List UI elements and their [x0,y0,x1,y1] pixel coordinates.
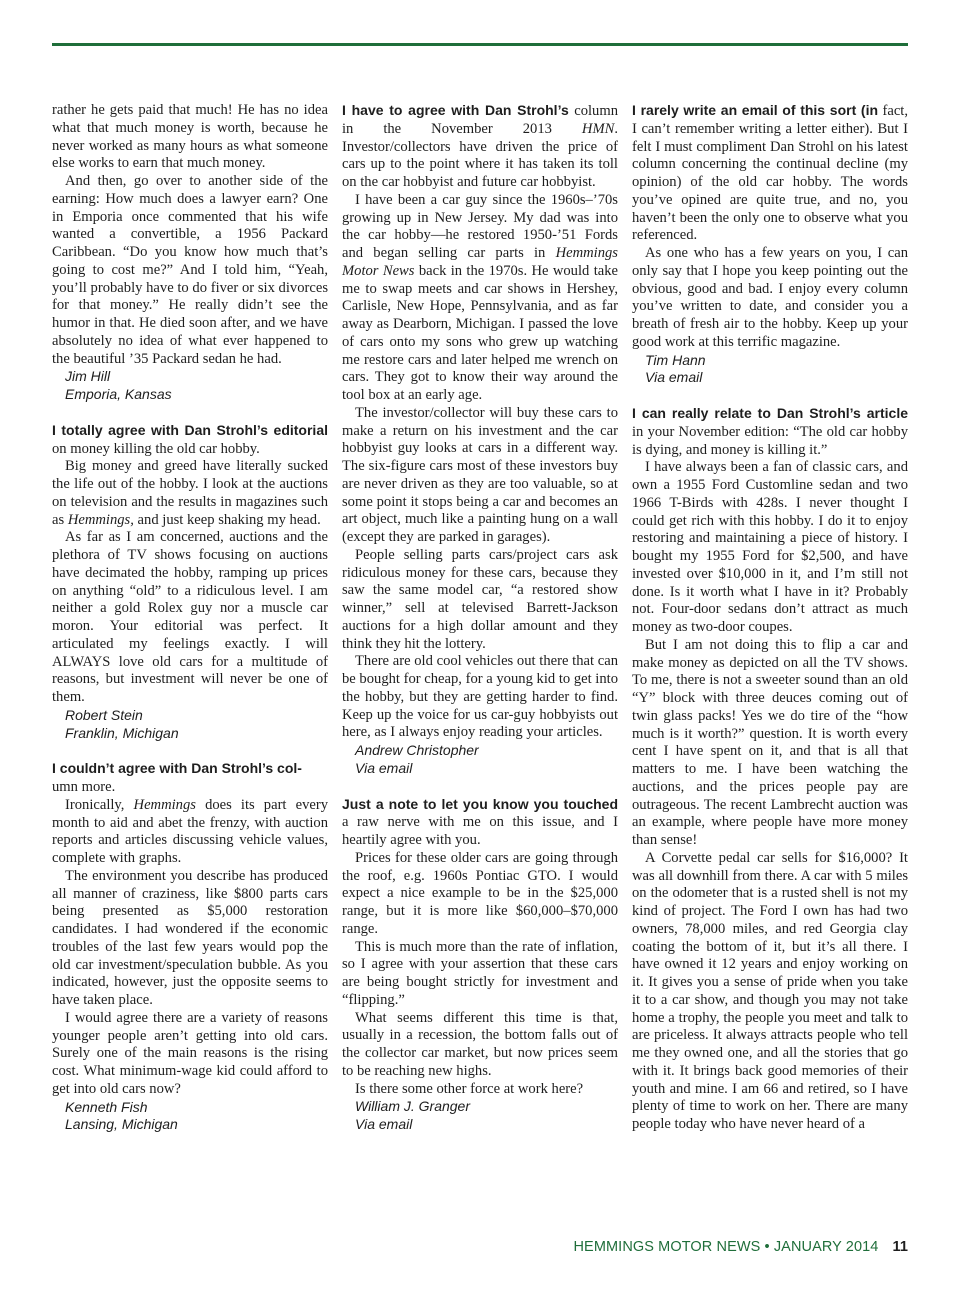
signature-place: Franklin, Michigan [65,724,179,741]
masthead: HEMMINGS MOTOR NEWS • JANUARY 2014 [573,1239,879,1255]
signature-place: Via email [645,369,703,386]
publication-name: Hemmings [133,796,196,813]
letter-lead: I rarely write an email of this sort (in [632,102,879,118]
letter-lead-rest: in your November edition: “The old car hobby is dying, and money is killing it.” [632,423,908,458]
letter-opening [52,422,328,459]
text-run: I have been a car guy since the 1960s–’70s growing up in New Jersey. My dad was into the car hobby—he restored 1950-’51 Fords and began selling car parts in [342,191,618,261]
letter-opening [342,796,618,850]
text-run: back in the 1970s. He would take me to swap meets and car shows in Hershey, Carlisle, New Hope, Pennsylvania, and as far away as Dearborn, Michigan. I passed the love of cars onto my sons who grew up watching me restore cars and later helped me wrench on cars. They got to know their way around the tool box at an early age. [342,262,618,403]
signature-name: William J. Granger [355,1098,471,1115]
letter-lead: Just a note to let you know you touched [342,795,618,812]
letter-lead: I can really relate to Dan Strohl’s article [632,405,908,421]
signature-name: Andrew Christopher [355,742,479,758]
letter-lead: I have to agree with Dan Strohl’s [342,102,569,118]
paragraph: People selling parts cars/project cars ask ridiculous money for these cars, because they saw the same model car, “a restored show winner,” sell at televised Barrett-Jackson auctions for a high dollar amount and they think they hit the lottery. [342,546,618,652]
text-run: Big money and greed have literally sucked the life out of the hobby. I look at the auctions on television and the results in magazines such as [52,458,328,528]
publication-name: Hemmings, [67,511,134,528]
paragraph [52,797,328,868]
paragraph: rather he gets paid that much! He has no idea what that much money is worth, because he never worked as many hours as what someone else works to earn that much money. [52,102,328,172]
paragraph: Prices for these older cars are going through the roof, e.g. 1960s Pontiac GTO. I would expect a nice example to be in the $25,000 range, but it is more like $60,000–$70,000 range. [342,849,618,937]
publication-name: Hemmings Motor News [342,245,618,279]
signature-place: Lansing, Michigan [65,1116,178,1133]
signature-place: Emporia, Kansas [65,386,172,402]
paragraph: As far as I am concerned, auctions and the plethora of TV shows focusing on auctions have decimated the hobby, ramping up prices on anything “old” to a ridiculous level. I am neither a gold Rolex guy nor a muscle car moron. Your editorial was perfect. It articulated my feelings exactly. I will ALWAYS love old cars for a multitude of reasons, but investment will never be one of them. [52,529,328,705]
paragraph: A Corvette pedal car sells for $16,000? It was all downhill from there. A car with 5 miles on the odometer that is a rusted shell is not my kind of project. The Ford I own has had two owners, 78,000 miles, and red Georgia clay coating the bottom of it, but it’s all there. I have owned it 12 years and enjoy working on it. It gives you a sense of pride when you take it to a car show, and though you may not take home a trophy, the people you meet and talk to are priceless. It always attracts people who tell me they owned one, and all the stories that go with it. It brings back good memories of their youth and mine. I am 66 and retired, so I have plenty of time to work on her. There are many people today who have never heard of a [632,849,908,1132]
paragraph: Is there some other force at work here? [355,1080,584,1097]
letter-lead-rest: on money killing the old car hobby. [52,440,260,457]
paragraph: This is much more than the rate of inflation, so I agree with your assertion that these cars are being bought strictly for investment and “flipping.” [342,938,618,1008]
paragraph [342,192,618,405]
signature-name: Kenneth Fish [65,1098,148,1115]
text-run: . Investor/collectors have driven the price of cars up to the point where it has taken its toll on the car hobbyist and future car hobbyist. [342,120,618,190]
paragraph: The investor/collector will buy these cars to make a return on his investment and the car hobbyist guy looks at cars in a different way. The six-figure cars most of these investors buy are never driven as they are too valuable, so at some point it stops being a car and becomes an art object, much like a painting hung on a wall (except they are parked in garages). [342,404,618,545]
letter-lead: I couldn’t agree with Dan Strohl’s col- [52,760,302,777]
letter-opening [632,405,908,459]
column-2 [342,102,618,1134]
column-3 [632,102,908,1134]
letter-opening [632,102,908,245]
header-rule [52,43,908,46]
paragraph: There are old cool vehicles out there that can be bought for cheap, for a young kid to get into the hobby, but they are getting harder to find. Keep up the voice for us car-guy hobbyists out here, as I always enjoy reading your articles. [342,653,618,741]
paragraph: But I am not doing this to flip a car and make money as depicted on all the TV shows. To me, there is not a sweeter sound than an old “Y” block with three deuces coming out of twin glass packs! Yes we do tire of the “how much is it worth?” question. It is worth every cent I have spent on it, and that is all that matters to me. I have been watching the auctions, and the prices people pay are outrageous. The recent Lambrecht auction was an example, where people have more money than sense! [632,636,908,848]
paragraph: The environment you describe has produced all manner of craziness, like $800 parts cars being presented as $5,000 restoration candidates. I had wondered if the economic troubles of the last few years would pop the old car investment/speculation bubble. As you indicated, however, just the opposite seems to have taken place. [52,867,328,1008]
signature-name: Tim Hann [645,351,706,368]
paragraph: I have always been a fan of classic cars, and own a 1955 Ford Customline sedan and two 1966 T-Birds with 428s. I never thought I could get rich with this hobby. I do it to enjoy restoring and maintaining a piece of history. I bought my 1955 Ford for $2,500, and have invested over $10,000 in it, and I’m still not done. Is it worth what I have in it? Probably not. Four-door sedans don’t attract as much money as two-door coupes. [632,459,908,635]
signature-name: Jim Hill [65,368,111,385]
page-footer [573,1239,908,1255]
letter-lead-rest: fact, I can’t remember writing a letter either). But I felt I must compliment Dan Strohl on his latest column concerning the continual decline (my opinion) of the old car hobby. The words you’ve opined are quite true, and no, you haven’t been the only one to observe what you referenced. [632,103,908,244]
paragraph: And then, go over to another side of the earning: How much does a lawyer earn? One in Emporia once commented that his wife wanted a convertible, a 1956 Packard Caribbean. “Do you know how much that’s going to cost me?” And I told him, “Yeah, you’ll probably have to do fiver or six divorces for that money.” He really didn’t see the humor in that. He died soon after, and we have absolutely no idea of what ever happened to the beautiful ’35 Packard sedan he had. [52,173,328,367]
letter-opening [342,102,618,192]
letter-opening [52,760,328,797]
signature-name: Robert Stein [65,706,143,723]
text-run: does its part every month to aid and abet the frenzy, with auction reports and articles discussing vehicle values, complete with graphs. [52,796,328,866]
column-1 [52,102,328,1134]
paragraph: I would agree there are a variety of reasons younger people aren’t getting into old cars. Surely one of the main reasons is the rising cost. What minimum-wage kid could afford to get into old cars now? [52,1009,328,1097]
paragraph: As one who has a few years on you, I can only say that I hope you keep pointing out the obvious, good and bad. I enjoy every column you’ve written to date, and consider you a breath of fresh air to the hobby. Keep up your good work at this terrific magazine. [632,245,908,350]
paragraph [52,458,328,529]
text-run: and just keep shaking my head. [133,511,321,528]
publication-name: HMN [581,120,615,137]
letter-lead-rest: umn more. [52,779,116,795]
page-number: 11 [892,1239,908,1255]
signature-place: Via email [355,1116,413,1132]
signature-place: Via email [355,759,413,776]
paragraph: What seems different this time is that, usually in a recession, the bottom falls out of the collector car market, but now prices seem to be reaching new highs. [342,1009,618,1079]
text-run: column in the November 2013 [342,103,618,137]
text-run: Ironically, [65,796,134,813]
letter-lead: I totally agree with Dan Strohl’s editorial [52,421,328,438]
letter-lead-rest: a raw nerve with me on this issue, and I heartily agree with you. [342,814,618,848]
